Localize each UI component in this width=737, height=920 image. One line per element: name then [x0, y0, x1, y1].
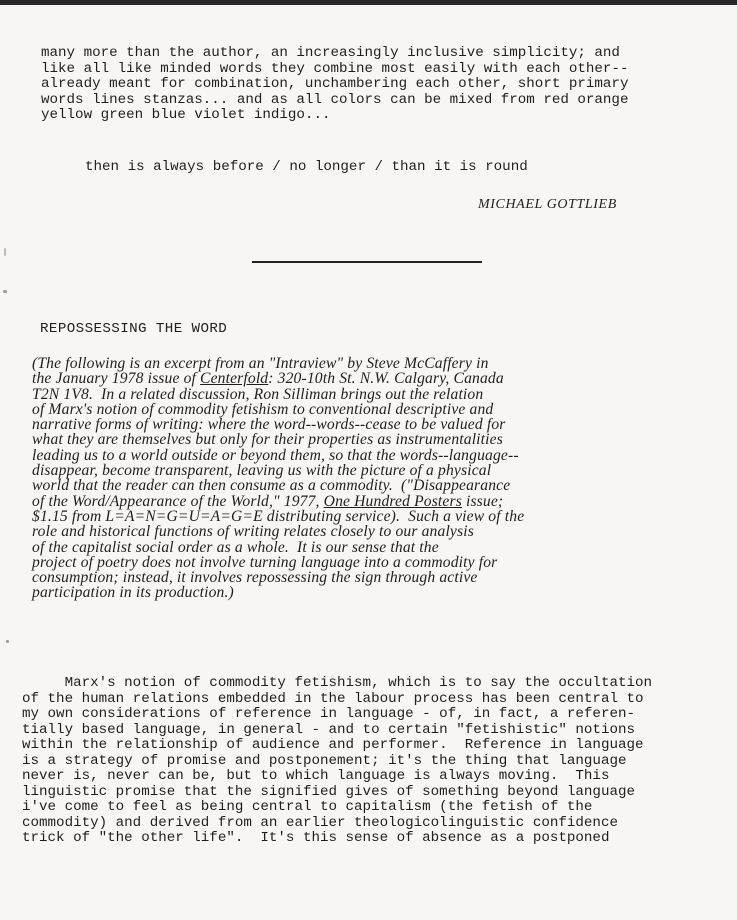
- text-line: [32, 509, 524, 524]
- scan-top-edge: [0, 0, 737, 5]
- text-line: [32, 448, 524, 463]
- text-line: my own considerations of reference in language - of, in fact, a referen-: [22, 706, 635, 722]
- text-line: [32, 402, 524, 417]
- text-segment: T2N 1V8. In a related discussion, Ron Silliman brings out the relation: [32, 385, 484, 403]
- text-line: [32, 524, 524, 539]
- text-line: [32, 494, 524, 509]
- text-segment: of the capitalist social order as a whole. It is our sense that the: [32, 538, 439, 556]
- text-line: [32, 478, 524, 493]
- text-line: many more than the author, an increasingly inclusive simplicity; and: [41, 45, 620, 61]
- text-segment: role and historical functions of writing relates closely to our analysis: [32, 523, 474, 541]
- text-line: yellow green blue violet indigo...: [41, 107, 331, 123]
- text-segment: issue;: [461, 492, 504, 510]
- text-segment: the January 1978 issue of: [32, 370, 201, 388]
- text-segment: world that the reader can then consume as a commodity. ("Disappearance: [32, 477, 511, 495]
- text-segment: of Marx's notion of commodity fetishism to conventional descriptive and: [32, 400, 494, 418]
- underlined-title: One Hundred Posters: [323, 492, 462, 510]
- text-line: like all like minded words they combine most easily with each other--: [41, 60, 629, 77]
- text-segment: disappear, become transparent, leaving us with the picture of a physical: [32, 462, 492, 480]
- text-line: [32, 432, 524, 447]
- text-line: [32, 585, 524, 600]
- text-line: [32, 356, 524, 371]
- text-segment: participation in its production.): [32, 584, 234, 602]
- text-segment: of the Word/Appearance of the World," 1977,: [32, 492, 324, 510]
- poem-closing-line: then is always before / no longer / than it is round: [85, 159, 528, 175]
- text-line: Marx's notion of commodity fetishism, which is to say the occultation: [22, 675, 653, 691]
- scan-speck: [3, 290, 7, 293]
- text-segment: (The following is an excerpt from an "Intraview" by Steve McCaffery in: [32, 355, 489, 372]
- text-line: i've come to feel as being central to capitalism (the fetish of the: [22, 799, 593, 815]
- text-line: [32, 387, 524, 402]
- text-line: [32, 555, 524, 570]
- text-line: is a strategy of promise and postponement; it's the thing that language: [22, 752, 627, 769]
- text-line: [32, 371, 524, 386]
- text-line: already meant for combination, unchambering each other, short primary: [41, 76, 629, 92]
- text-segment: $1.15 from L=A=N=G=U=A=G=E distributing service). Such a view of the: [32, 507, 525, 525]
- text-line: never is, never can be, but to which language is always moving. This: [22, 768, 610, 784]
- underlined-title: Centerfold: [200, 370, 269, 388]
- text-line: within the relationship of audience and performer. Reference in language: [22, 737, 644, 753]
- article-heading: REPOSSESSING THE WORD: [40, 321, 228, 337]
- text-line: linguistic promise that the signified gives of something beyond language: [22, 783, 635, 800]
- text-segment: : 320-10th St. N.W. Calgary, Canada: [268, 370, 504, 388]
- article-body-paragraph: [22, 676, 652, 847]
- scan-speck: [6, 640, 9, 643]
- section-divider: [252, 261, 482, 263]
- text-segment: consumption; instead, it involves repossessing the sign through active: [32, 569, 478, 587]
- text-line: trick of "the other life". It's this sense of absence as a postponed: [22, 830, 610, 846]
- article-intro-note: [32, 356, 524, 601]
- scan-speck: [4, 248, 6, 256]
- text-segment: leading us to a world outside or beyond them, so that the words--language--: [32, 446, 519, 464]
- text-line: of the human relations embedded in the labour process has been central to: [22, 690, 644, 707]
- text-segment: project of poetry does not involve turning language into a commodity for: [32, 553, 498, 571]
- text-line: tially based language, in general - and to certain "fetishistic" notions: [22, 721, 635, 738]
- text-line: [32, 463, 524, 478]
- poem-ending-paragraph: [41, 46, 628, 124]
- text-line: [32, 417, 524, 432]
- text-segment: what they are themselves but only for their properties as instrumentalities: [32, 431, 503, 449]
- text-segment: narrative forms of writing: where the word--words--cease to be valued for: [32, 416, 506, 434]
- text-line: [32, 540, 524, 555]
- text-line: [32, 570, 524, 585]
- text-line: words lines stanzas... and as all colors can be mixed from red orange: [41, 91, 629, 108]
- poem-author: MICHAEL GOTTLIEB: [478, 197, 617, 212]
- text-line: commodity) and derived from an earlier theologicolinguistic confidence: [22, 814, 618, 831]
